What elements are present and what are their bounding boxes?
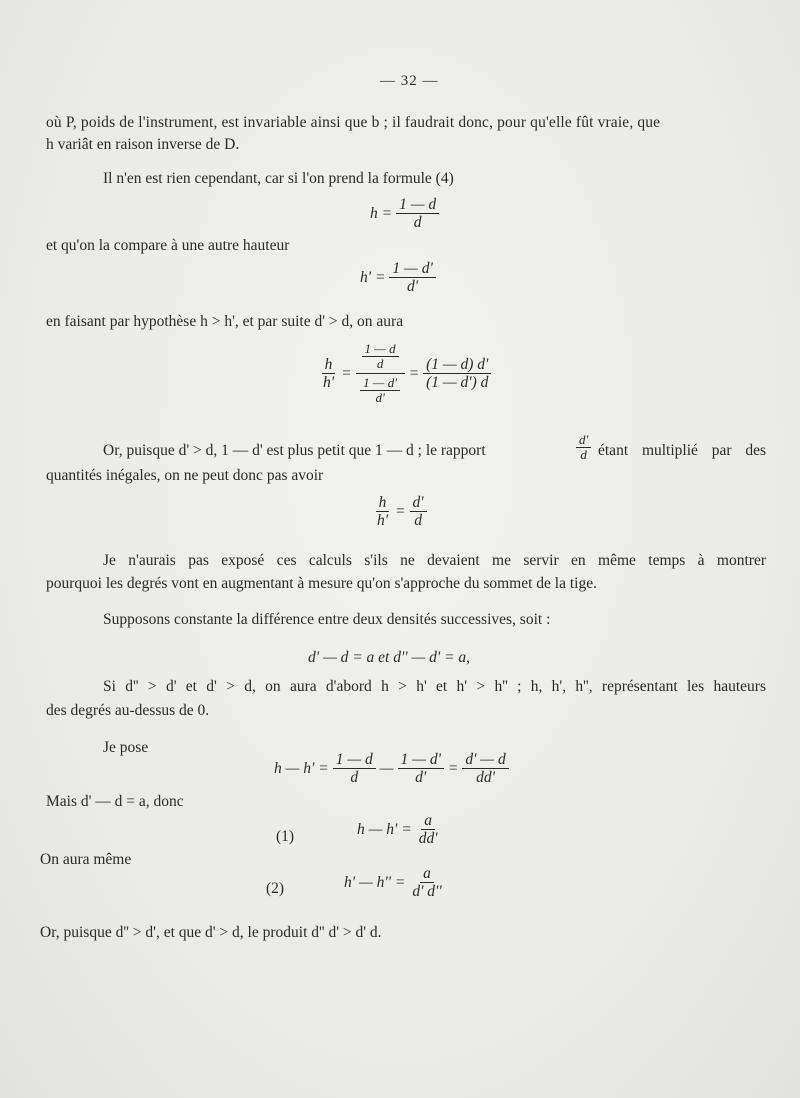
formula-ratio-compound xyxy=(356,342,405,405)
text-line-14: Je pose xyxy=(103,739,149,756)
formula-diff-d1: d xyxy=(350,769,359,786)
formula-diff-d3: dd' xyxy=(476,769,495,786)
formula-ratio-equals: = xyxy=(341,364,352,382)
formula-equation-1 xyxy=(355,812,443,847)
formula-eq2-lhs: h' — h'' = xyxy=(344,873,406,891)
formula-eq2-fraction xyxy=(409,865,444,900)
equation-tag-2: (2) xyxy=(266,880,285,897)
formula-eq1-fraction xyxy=(416,812,441,847)
text-line-2: h variât en raison inverse de D. xyxy=(46,136,240,153)
formula-h-denominator: d xyxy=(413,214,422,231)
text-line-6b: étant multiplié par des xyxy=(598,442,766,459)
formula-ratio-hp: h' xyxy=(323,374,335,391)
formula-eq1-lhs: h — h' = xyxy=(357,820,412,838)
formula-hp-fraction xyxy=(389,260,435,295)
inline-ratio-num: d' xyxy=(576,433,591,448)
formula-ratio-top-fraction xyxy=(362,342,399,371)
formula-hp-lhs: h' = xyxy=(360,268,386,286)
text-line-8: Je n'aurais pas exposé ces calculs s'ils ne devaient me servir en même temps à montrer xyxy=(103,552,766,569)
formula-ne-left xyxy=(374,494,391,529)
formula-h-lhs: h = xyxy=(370,204,393,222)
formula-h xyxy=(368,196,441,231)
formula-ne-hp: h' xyxy=(377,512,389,529)
formula-diff-frac-1 xyxy=(333,751,376,786)
formula-hp-numerator: 1 — d' xyxy=(389,260,435,278)
text-line-1: où P, poids de l'instrument, est invariable ainsi que b ; il faudrait donc, pour qu'elle fût vraie, que xyxy=(46,114,661,131)
formula-h-fraction xyxy=(396,196,439,231)
formula-ratio-left xyxy=(320,356,337,391)
page-number: — 32 — xyxy=(380,73,439,89)
formula-ne-equals: = xyxy=(395,502,406,520)
text-line-11: d' — d = a et d'' — d' = a, xyxy=(308,649,471,666)
text-line-13: des degrés au-dessus de 0. xyxy=(46,702,210,719)
formula-ratio-result-num: (1 — d) d' xyxy=(423,356,491,374)
formula-ratio-equals-2: = xyxy=(408,364,420,382)
formula-ratio-result xyxy=(423,356,491,391)
text-line-7: quantités inégales, on ne peut donc pas avoir xyxy=(46,467,324,484)
text-line-12: Si d'' > d' et d' > d, on aura d'abord h > h' et h' > h'' ; h, h', h'', représentant les hauteurs xyxy=(103,678,766,695)
text-line-6a: Or, puisque d' > d, 1 — d' est plus petit que 1 — d ; le rapport xyxy=(103,442,486,459)
formula-ratio-top-num: 1 — d xyxy=(362,342,399,357)
formula-hp-denominator: d' xyxy=(407,278,419,295)
formula-diff-n2: 1 — d' xyxy=(398,751,444,769)
formula-ratio-top-den: d xyxy=(376,356,384,371)
formula-eq1-den: dd' xyxy=(418,830,438,847)
formula-not-equal xyxy=(372,494,429,529)
formula-diff-equals: = xyxy=(447,759,459,777)
text-line-16: On aura même xyxy=(40,851,132,868)
formula-eq2-num: a xyxy=(420,865,434,883)
formula-diff-lhs: h — h' = xyxy=(274,759,329,777)
formula-eq2-den: d' d'' xyxy=(412,883,442,900)
formula-diff-n3: d' — d xyxy=(462,751,508,769)
text-line-5: en faisant par hypothèse h > h', et par suite d' > d, on aura xyxy=(46,313,404,330)
formula-diff-n1: 1 — d xyxy=(333,751,376,769)
formula-h-numerator: 1 — d xyxy=(396,196,439,214)
text-line-4: et qu'on la compare à une autre hauteur xyxy=(46,237,290,254)
equation-tag-1: (1) xyxy=(276,828,295,845)
formula-difference xyxy=(272,751,511,786)
formula-ratio-result-den: (1 — d') d xyxy=(426,374,489,391)
formula-ratio-compound-top xyxy=(356,342,405,374)
text-line-3: Il n'en est rien cependant, car si l'on prend la formule (4) xyxy=(103,170,454,187)
formula-ne-num: d' xyxy=(410,494,427,512)
formula-diff-d2: d' xyxy=(415,769,427,786)
formula-ratio xyxy=(318,342,493,405)
formula-ne-right xyxy=(410,494,427,529)
formula-ne-den: d xyxy=(414,512,422,529)
formula-eq1-num: a xyxy=(421,812,435,830)
formula-ratio-compound-bottom xyxy=(358,374,402,405)
formula-ratio-bottom-fraction xyxy=(360,376,400,405)
formula-diff-frac-3 xyxy=(462,751,508,786)
formula-h-prime xyxy=(358,260,438,295)
inline-ratio-fraction xyxy=(576,433,591,462)
formula-ratio-h: h xyxy=(322,356,336,374)
formula-diff-frac-2 xyxy=(398,751,444,786)
inline-ratio-den: d xyxy=(580,447,587,462)
inline-ratio xyxy=(574,433,593,462)
formula-diff-minus: — xyxy=(379,759,394,777)
formula-ratio-bottom-num: 1 — d' xyxy=(360,376,400,391)
formula-ratio-bottom-den: d' xyxy=(375,390,385,405)
text-line-9: pourquoi les degrés vont en augmentant à mesure qu'on s'approche du sommet de la tige. xyxy=(46,575,597,592)
text-line-10: Supposons constante la différence entre deux densités successives, soit : xyxy=(103,611,551,628)
formula-ne-h: h xyxy=(376,494,390,512)
formula-equation-2 xyxy=(342,865,447,900)
text-line-17: Or, puisque d'' > d', et que d' > d, le produit d'' d' > d' d. xyxy=(40,924,382,941)
text-line-15: Mais d' — d = a, donc xyxy=(46,793,184,810)
